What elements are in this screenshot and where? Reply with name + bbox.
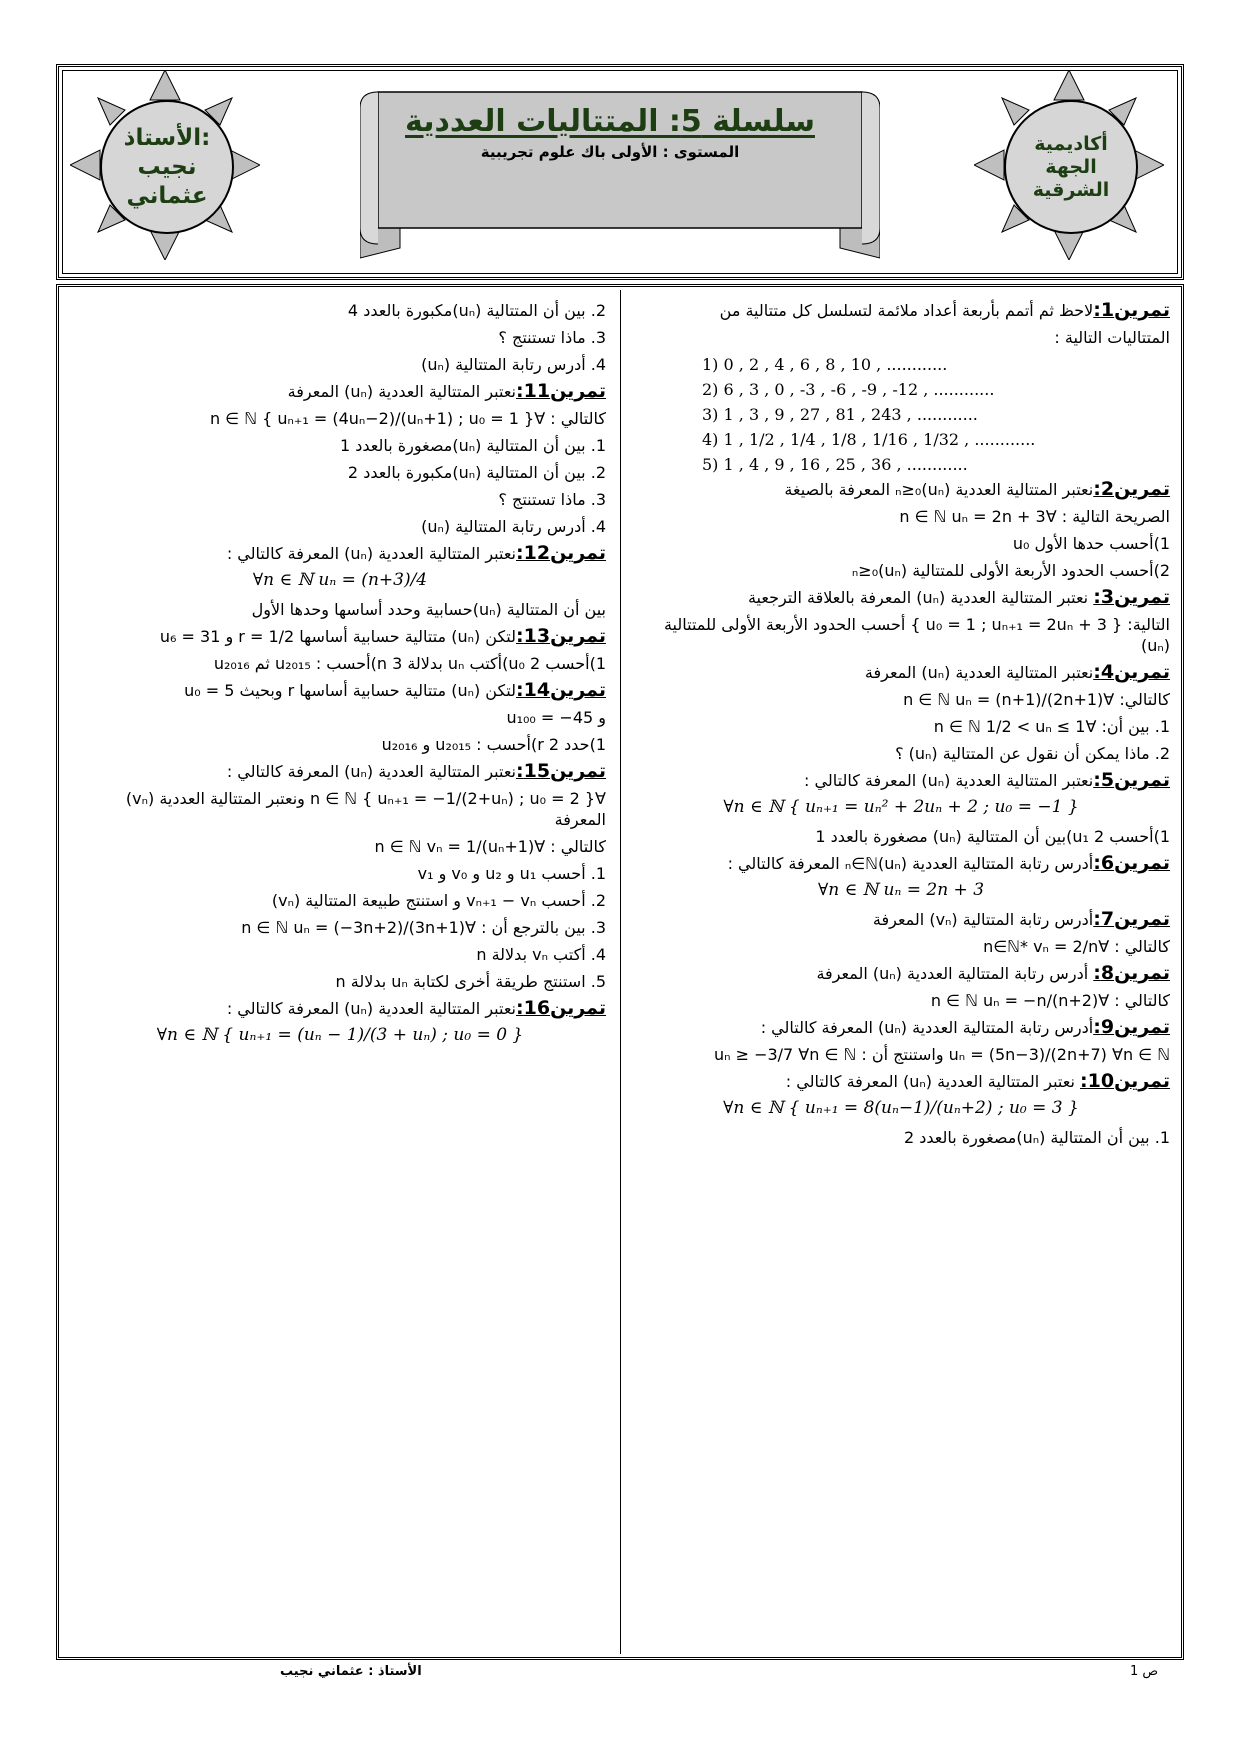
exercise-line	[632, 533, 1170, 554]
exercise-line	[632, 560, 1170, 581]
exercise-line	[632, 662, 1170, 683]
exercise-title: تمرين16:	[516, 997, 606, 1019]
exercise-text: نعتبر المتتالية العددية (uₙ) المعرفة كالتالي :	[226, 999, 516, 1018]
exercise-text: نعتبر المتتالية العددية (uₙ) المعرفة كالتالي :	[226, 762, 516, 781]
exercise-text: كالتالي : ∀n ∈ ℕ vₙ = 1/(uₙ+1)	[374, 837, 606, 856]
exercise-title: تمرين7:	[1093, 908, 1170, 930]
exercise-line	[74, 327, 606, 348]
exercise-line	[74, 300, 606, 321]
exercise-title: تمرين4:	[1093, 661, 1170, 683]
exercise-text: أدرس رتابة المتتالية العددية (uₙ) المعرفة كالتالي :	[760, 1018, 1094, 1037]
exercise-text: 4. أدرس رتابة المتتالية (uₙ)	[421, 355, 606, 374]
exercise-text: 2)أحسب الحدود الأربعة الأولى للمتتالية (uₙ)ₙ≥₀	[851, 561, 1170, 580]
level-line: المستوى : الأولى باك علوم تجريبية	[480, 143, 740, 161]
exercise-text: 1. بين أن المتتالية (uₙ)مصغورة بالعدد 1	[339, 436, 606, 455]
exercise-line	[632, 1127, 1170, 1148]
sequence-line: 2) 6 , 3 , 0 , -3 , -6 , -9 , -12 , ............	[702, 380, 995, 399]
exercise-text: 4. أكتب vₙ بدلالة n	[476, 945, 606, 964]
exercise-text: لاحظ ثم أتمم بأربعة أعداد ملائمة لتسلسل كل متتالية من	[719, 301, 1094, 320]
exercise-title: تمرين12:	[516, 542, 606, 564]
exercise-line	[74, 971, 606, 992]
exercise-line	[632, 689, 1170, 710]
footer-page-number: ص 1	[1130, 1664, 1159, 1679]
right-column	[632, 300, 1170, 1154]
equation-line: ∀n ∈ ℕ { uₙ₊₁ = uₙ² + 2uₙ + 2 ; u₀ = −1 }	[723, 797, 1079, 817]
exercise-title: تمرين2:	[1093, 478, 1170, 500]
equation-line: ∀n ∈ ℕ { uₙ₊₁ = 8(uₙ−1)/(uₙ+2) ; u₀ = 3 }	[723, 1098, 1079, 1118]
exercise-text: 1)أحسب u₁ 2)بين أن المتتالية (uₙ) مصغورة بالعدد 1	[815, 827, 1170, 846]
equation-line: ∀n ∈ ℕ uₙ = (n+3)/4	[252, 570, 428, 590]
teacher-badge-line: الأستاذ:	[123, 124, 211, 151]
exercise-text: 2. ماذا يمكن أن نقول عن المتتالية (uₙ) ؟	[895, 744, 1170, 763]
title-box	[390, 104, 830, 161]
exercise-text: 1)حدد r 2)أحسب : u₂₀₁₅ و u₂₀₁₆	[381, 735, 606, 754]
exercise-text: الصريحة التالية : ∀n ∈ ℕ uₙ = 2n + 3	[899, 507, 1170, 526]
exercise-line	[632, 743, 1170, 764]
exercise-title: تمرين9:	[1093, 1016, 1170, 1038]
exercise-text: 1)أحسب u₀ 2)أكتب uₙ بدلالة n 3)أحسب : u₂₀₁₅ ثم u₂₀₁₆	[213, 654, 606, 673]
academy-badge-line: أكاديمية	[1034, 132, 1108, 155]
exercise-text: كالتالي: ∀n ∈ ℕ uₙ = (n+1)/(2n+1)	[903, 690, 1170, 709]
sequence-line: 1) 0 , 2 , 4 , 6 , 8 , 10 , ............	[702, 355, 948, 374]
sequence-line: 3) 1 , 3 , 9 , 27 , 81 , 243 , ............	[702, 405, 978, 424]
exercise-line	[74, 626, 606, 647]
exercise-line	[74, 998, 606, 1019]
exercise-line	[74, 944, 606, 965]
exercise-text: بين أن المتتالية (uₙ)حسابية وحدد أساسها وحدها الأول	[251, 600, 606, 619]
footer-teacher: الأستاذ : عثماني نجيب	[280, 1664, 422, 1679]
academy-badge-line: الشرقية	[1032, 178, 1110, 201]
exercise-line	[74, 489, 606, 510]
exercise-text: 4. أدرس رتابة المتتالية (uₙ)	[421, 517, 606, 536]
exercise-text: كالتالي : ∀n∈ℕ* vₙ = 2/n	[983, 937, 1170, 956]
exercise-line	[74, 863, 606, 884]
exercise-text: لتكن (uₙ) متتالية حسابية أساسها r وبحيث u₀ = 5	[184, 681, 516, 700]
exercise-text: نعتبر المتتالية العددية (uₙ) المعرفة بالعلاقة الترجعية	[747, 588, 1094, 607]
academy-badge	[1004, 100, 1138, 234]
exercise-line	[632, 506, 1170, 527]
exercise-text: لتكن (uₙ) متتالية حسابية أساسها r = 1/2 و u₆ = 31	[159, 627, 516, 646]
left-column	[74, 300, 606, 1054]
exercise-line	[632, 1044, 1170, 1065]
exercise-text: 1)أحسب حدها الأول u₀	[1012, 534, 1170, 553]
exercise-text: 3. ماذا تستنتج ؟	[498, 490, 606, 509]
exercise-text: أدرس رتابة المتتالية العددية (uₙ) المعرفة	[816, 964, 1094, 983]
academy-badge-line: الجهة	[1045, 155, 1097, 178]
exercise-line	[632, 300, 1170, 321]
exercise-line	[74, 354, 606, 375]
exercise-line	[632, 1071, 1170, 1092]
exercise-line	[632, 327, 1170, 348]
exercise-line	[74, 788, 606, 830]
sequence-line: 4) 1 , 1/2 , 1/4 , 1/8 , 1/16 , 1/32 , ............	[702, 430, 1036, 449]
exercise-line	[632, 479, 1170, 500]
exercise-title: تمرين8:	[1093, 962, 1170, 984]
exercise-line	[632, 614, 1170, 656]
column-divider	[620, 290, 621, 1654]
exercise-line	[632, 1017, 1170, 1038]
exercise-text: نعتبر المتتالية العددية (uₙ) المعرفة	[287, 382, 516, 401]
exercise-title: تمرين13:	[516, 625, 606, 647]
exercise-line	[74, 680, 606, 701]
exercise-text: و u₁₀₀ = −45	[506, 708, 606, 727]
exercise-line	[632, 826, 1170, 847]
exercise-line	[632, 936, 1170, 957]
exercise-text: أدرس رتابة المتتالية العددية (uₙ)ₙ∈ℕ المعرفة كالتالي :	[727, 854, 1094, 873]
exercise-line	[632, 716, 1170, 737]
exercise-line	[632, 853, 1170, 874]
exercise-text: نعتبر المتتالية العددية (uₙ)ₙ≥₀ المعرفة بالصيغة	[784, 480, 1094, 499]
exercise-text: 2. بين أن المتتالية (uₙ)مكبورة بالعدد 4	[347, 301, 606, 320]
exercise-line	[74, 408, 606, 429]
exercise-text: 1. بين أن: ∀n ∈ ℕ 1/2 < uₙ ≤ 1	[933, 717, 1170, 736]
exercise-text: 5. استنتج طريقة أخرى لكتابة uₙ بدلالة n	[335, 972, 606, 991]
exercise-line	[74, 890, 606, 911]
exercise-text: أدرس رتابة المتتالية (vₙ) المعرفة	[872, 910, 1094, 929]
equation-line: ∀n ∈ ℕ { uₙ₊₁ = (uₙ − 1)/(3 + uₙ) ; u₀ = 0 }	[156, 1025, 524, 1045]
exercise-text: 1. أحسب u₁ و u₂ و v₀ و v₁	[417, 864, 606, 883]
exercise-title: تمرين1:	[1093, 299, 1170, 321]
exercise-text: 3. ماذا تستنتج ؟	[498, 328, 606, 347]
exercise-title: تمرين6:	[1093, 852, 1170, 874]
exercise-line	[632, 587, 1170, 608]
exercise-text: نعتبر المتتالية العددية (uₙ) المعرفة	[864, 663, 1094, 682]
exercise-title: تمرين3:	[1093, 586, 1170, 608]
series-title: سلسلة 5: المتتاليات العددية	[405, 104, 815, 139]
exercise-line	[632, 963, 1170, 984]
exercise-text: 1. بين أن المتتالية (uₙ)مصغورة بالعدد 2	[903, 1128, 1170, 1147]
exercise-line	[632, 990, 1170, 1011]
exercise-line	[74, 734, 606, 755]
teacher-badge	[100, 100, 234, 234]
exercise-text: المتتاليات التالية :	[1054, 328, 1170, 347]
exercise-line	[74, 381, 606, 402]
exercise-text: كالتالي : ∀n ∈ ℕ uₙ = −n/(n+2)	[930, 991, 1170, 1010]
exercise-line	[74, 836, 606, 857]
exercise-line	[74, 917, 606, 938]
exercise-line	[74, 435, 606, 456]
exercise-text: ∀n ∈ ℕ { uₙ₊₁ = −1/(2+uₙ) ; u₀ = 2 } ونعتبر المتتالية العددية (vₙ) المعرفة	[125, 789, 606, 829]
exercise-line	[74, 707, 606, 728]
sequence-line: 5) 1 , 4 , 9 , 16 , 25 , 36 , ............	[702, 455, 968, 474]
exercise-title: تمرين14:	[516, 679, 606, 701]
exercise-text: التالية: { u₀ = 1 ; uₙ₊₁ = 2uₙ + 3 } أحسب الحدود الأربعة الأولى للمتتالية (uₙ)	[663, 615, 1170, 655]
exercise-text: نعتبر المتتالية العددية (uₙ) المعرفة كالتالي :	[785, 1072, 1080, 1091]
equation-line: ∀n ∈ ℕ uₙ = 2n + 3	[817, 880, 985, 900]
exercise-line	[632, 770, 1170, 791]
exercise-text: 2. بين أن المتتالية (uₙ)مكبورة بالعدد 2	[347, 463, 606, 482]
exercise-line	[74, 653, 606, 674]
exercise-text: كالتالي : ∀n ∈ ℕ { uₙ₊₁ = (4uₙ−2)/(uₙ+1) ; u₀ = 1 }	[209, 409, 606, 428]
teacher-badge-line: عثماني	[126, 182, 208, 209]
exercise-line	[632, 909, 1170, 930]
exercise-title: تمرين10:	[1080, 1070, 1170, 1092]
teacher-badge-line: نجيب	[137, 153, 197, 180]
exercise-text: uₙ = (5n−3)/(2n+7) ∀n ∈ ℕ واستنتج أن : uₙ ≥ −3/7 ∀n ∈ ℕ	[713, 1045, 1170, 1064]
exercise-text: نعتبر المتتالية العددية (uₙ) المعرفة كالتالي :	[226, 544, 516, 563]
exercise-line	[74, 462, 606, 483]
exercise-text: 3. بين بالترجع أن : ∀n ∈ ℕ uₙ = (−3n+2)/(3n+1)	[241, 918, 606, 937]
exercise-line	[74, 761, 606, 782]
exercise-title: تمرين5:	[1093, 769, 1170, 791]
exercise-title: تمرين11:	[516, 380, 606, 402]
exercise-line	[74, 543, 606, 564]
exercise-text: 2. أحسب vₙ₊₁ − vₙ و استنتج طبيعة المتتالية (vₙ)	[271, 891, 606, 910]
exercise-line	[74, 516, 606, 537]
exercise-title: تمرين15:	[516, 760, 606, 782]
exercise-line	[74, 599, 606, 620]
exercise-text: نعتبر المتتالية العددية (uₙ) المعرفة كالتالي :	[804, 771, 1094, 790]
